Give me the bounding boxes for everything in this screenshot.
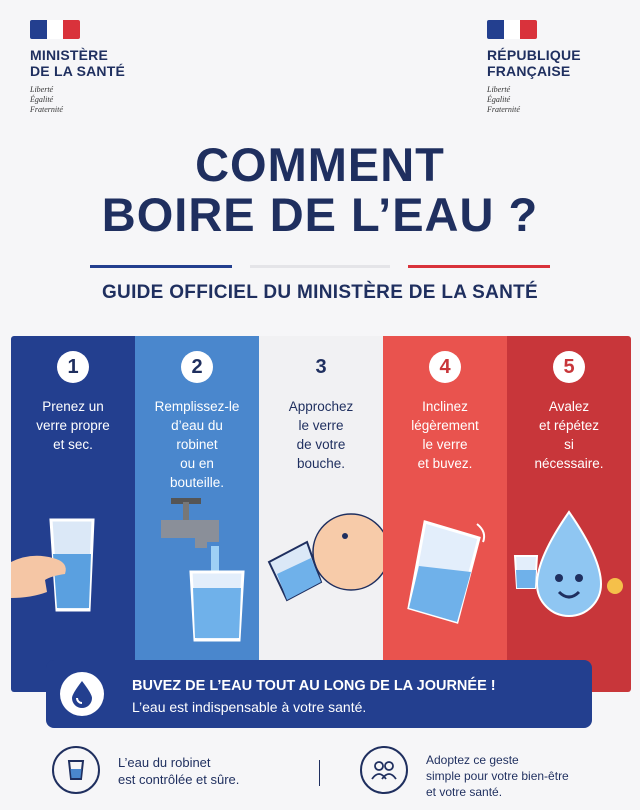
step-3 <box>259 336 383 692</box>
glass-to-mouth-icon <box>259 492 383 642</box>
water-drop-icon <box>60 672 104 716</box>
marianne-flag-icon <box>487 20 537 39</box>
divider-blue <box>90 265 232 268</box>
republic-name: RÉPUBLIQUE FRANÇAISE <box>487 47 581 79</box>
step-1 <box>11 336 135 692</box>
people-icon <box>360 746 408 794</box>
footer-right-text: Adoptez ce geste simple pour votre bien-être et votre santé. <box>426 753 569 799</box>
ministry-motto: Liberté Égalité Fraternité <box>30 85 63 114</box>
drink-all-day-banner <box>46 660 592 728</box>
ministry-name: MINISTÈRE DE LA SANTÉ <box>30 47 126 79</box>
title-line-2: BOIRE DE L’EAU ? <box>101 188 539 241</box>
hand-holding-glass-icon <box>11 492 135 642</box>
step-text: Inclinez légèrement le verre et buvez. <box>411 399 479 471</box>
title-line-1: COMMENT <box>195 138 445 191</box>
step-number: 2 <box>181 351 213 383</box>
steps-panel <box>11 336 631 692</box>
water-drop-mascot-icon <box>507 492 631 642</box>
footer-divider <box>319 760 320 786</box>
step-number: 3 <box>315 355 327 378</box>
step-number: 5 <box>553 351 585 383</box>
banner-text: L’eau est indispensable à votre santé. <box>132 699 367 715</box>
republic-motto: Liberté Égalité Fraternité <box>487 85 520 114</box>
divider-white <box>250 265 390 268</box>
step-number: 1 <box>57 351 89 383</box>
ministry-logo <box>30 20 125 115</box>
banner-title: BUVEZ DE L’EAU TOUT AU LONG DE LA JOURNÉE ! <box>132 678 496 694</box>
republic-logo <box>487 20 581 115</box>
step-text: Approchez le verre de votre bouche. <box>288 399 354 471</box>
tap-filling-glass-icon <box>135 492 259 642</box>
step-2 <box>135 336 259 692</box>
step-5 <box>507 336 631 692</box>
footer-left-text: L’eau du robinet est contrôlée et sûre. <box>118 755 240 787</box>
divider-red <box>408 265 550 268</box>
step-text: Remplissez-le d’eau du robinet ou en bouteille. <box>154 399 240 490</box>
step-text: Avalez et répétez si nécessaire. <box>534 399 604 471</box>
step-4 <box>383 336 507 692</box>
step-text: Prenez un verre propre et sec. <box>36 399 110 452</box>
page-title <box>0 140 640 240</box>
tilted-glass-icon <box>383 492 507 642</box>
step-number: 4 <box>429 351 461 383</box>
glass-icon <box>52 746 100 794</box>
page-subtitle: GUIDE OFFICIEL DU MINISTÈRE DE LA SANTÉ <box>101 282 539 303</box>
marianne-flag-icon <box>30 20 80 39</box>
